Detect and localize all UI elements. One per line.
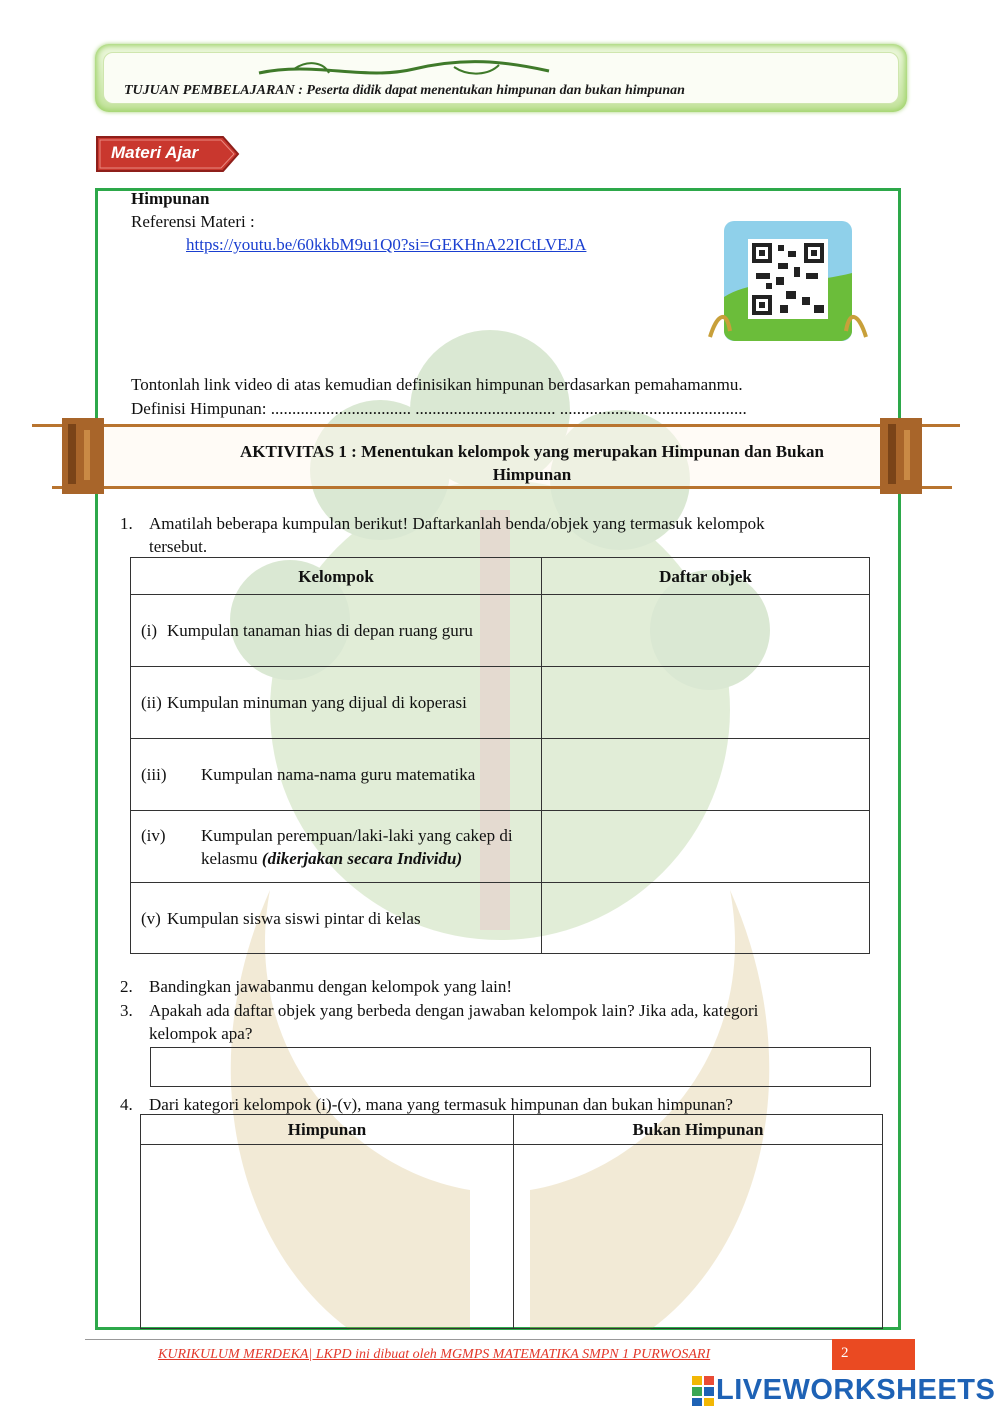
group-cell — [131, 595, 542, 667]
bukan-himpunan-header: Bukan Himpunan — [514, 1115, 883, 1145]
definition-label: Definisi Himpunan: — [131, 399, 267, 418]
materi-ajar-tag — [95, 135, 240, 173]
group-table-header — [131, 558, 870, 595]
group-cell — [131, 811, 542, 883]
objective-body: Peserta didik dapat menentukan himpunan dan bukan himpunan — [306, 83, 685, 98]
q4-number: 4. — [120, 1095, 133, 1114]
row-number: (ii) — [141, 693, 162, 712]
group-cell — [131, 667, 542, 739]
row-number: (iii) — [141, 765, 167, 784]
instruction-text: Tontonlah link video di atas kemudian definisikan himpunan berdasarkan pemahamanmu. — [131, 375, 743, 394]
q3-number: 3. — [120, 1001, 133, 1020]
q3-text-line2: kelompok apa? — [149, 1024, 253, 1043]
daftar-objek-header: Daftar objek — [542, 558, 870, 595]
object-list-cell[interactable] — [542, 811, 870, 883]
q1-text-line1: Amatilah beberapa kumpulan berikut! Daftarkanlah benda/objek yang termasuk kelompok — [149, 514, 765, 533]
kelompok-header: Kelompok — [131, 558, 542, 595]
object-list-cell[interactable] — [542, 595, 870, 667]
footer-text: KURIKULUM MERDEKA| LKPD ini dibuat oleh MGMPS MATEMATIKA SMPN 1 PURWOSARI — [158, 1347, 711, 1362]
footer-divider — [85, 1339, 915, 1340]
table-row — [131, 739, 870, 811]
object-list-cell[interactable] — [542, 739, 870, 811]
activity-title-line2: Himpunan — [492, 465, 572, 484]
objective-prefix: TUJUAN PEMBELAJARAN : — [124, 83, 303, 98]
row-label: Kumpulan minuman yang dijual di koperasi — [167, 693, 467, 712]
table-row — [131, 667, 870, 739]
decorative-swirl-icon — [254, 59, 554, 81]
himpunan-answer-cell[interactable] — [141, 1145, 514, 1329]
object-list-cell[interactable] — [542, 667, 870, 739]
activity-title — [172, 440, 892, 486]
row-label-note: (dikerjakan secara Individu) — [261, 848, 463, 868]
table-row — [131, 811, 870, 883]
table-row — [141, 1145, 883, 1329]
row-label — [201, 824, 533, 870]
q2-text: Bandingkan jawabanmu dengan kelompok yang lain! — [149, 977, 513, 996]
row-number: (i) — [141, 621, 158, 640]
objective-text — [124, 83, 685, 99]
qr-code-icon — [706, 207, 870, 355]
qr-code-card — [706, 207, 870, 355]
q3-answer-box[interactable] — [150, 1047, 871, 1087]
q1-text-line2: tersebut. — [149, 537, 208, 556]
page-number: 2 — [841, 1345, 849, 1361]
activity-title-line1: AKTIVITAS 1 : Menentukan kelompok yang merupakan Himpunan dan Bukan — [240, 442, 824, 461]
row-label: Kumpulan siswa siswi pintar di kelas — [167, 908, 421, 928]
himpunan-header: Himpunan — [141, 1115, 514, 1145]
group-cell — [131, 883, 542, 954]
materi-ajar-label: Materi Ajar — [111, 143, 199, 162]
materi-heading: Himpunan — [131, 189, 210, 208]
himpunan-table-header — [141, 1115, 883, 1145]
table-row — [131, 883, 870, 954]
table-row — [131, 595, 870, 667]
reference-label: Referensi Materi : — [131, 212, 255, 231]
group-cell — [131, 739, 542, 811]
objective-banner-inner — [103, 52, 899, 104]
q1-number: 1. — [120, 514, 133, 533]
row-label: Kumpulan nama-nama guru matematika — [201, 765, 476, 784]
objective-banner — [95, 44, 907, 112]
q3-text-line1: Apakah ada daftar objek yang berbeda dengan jawaban kelompok lain? Jika ada, kategori — [149, 1001, 759, 1020]
page-number-box — [832, 1339, 915, 1370]
q4-text: Dari kategori kelompok (i)-(v), mana yang termasuk himpunan dan bukan himpunan? — [149, 1095, 733, 1114]
video-link[interactable]: https://youtu.be/60kkbM9u1Q0?si=GEKHnA22ICtLVEJA — [186, 235, 587, 254]
activity-banner — [32, 416, 960, 496]
row-label: Kumpulan tanaman hias di depan ruang guru — [167, 621, 473, 640]
q2-number: 2. — [120, 977, 133, 996]
row-number: (iv) — [141, 825, 166, 845]
liveworksheets-brand-text: LIVEWORKSHEETS — [716, 1374, 996, 1406]
group-table — [130, 557, 870, 954]
definition-blank[interactable]: ................................. ................................. ............................................ — [270, 399, 747, 418]
liveworksheets-logo-icon — [692, 1376, 714, 1406]
himpunan-table — [140, 1114, 883, 1329]
row-number: (v) — [141, 908, 161, 928]
object-list-cell[interactable] — [542, 883, 870, 954]
bukan-himpunan-answer-cell[interactable] — [514, 1145, 883, 1329]
row-label-text: Kumpulan perempuan/laki-laki yang cakep di kelasmu — [201, 825, 513, 868]
